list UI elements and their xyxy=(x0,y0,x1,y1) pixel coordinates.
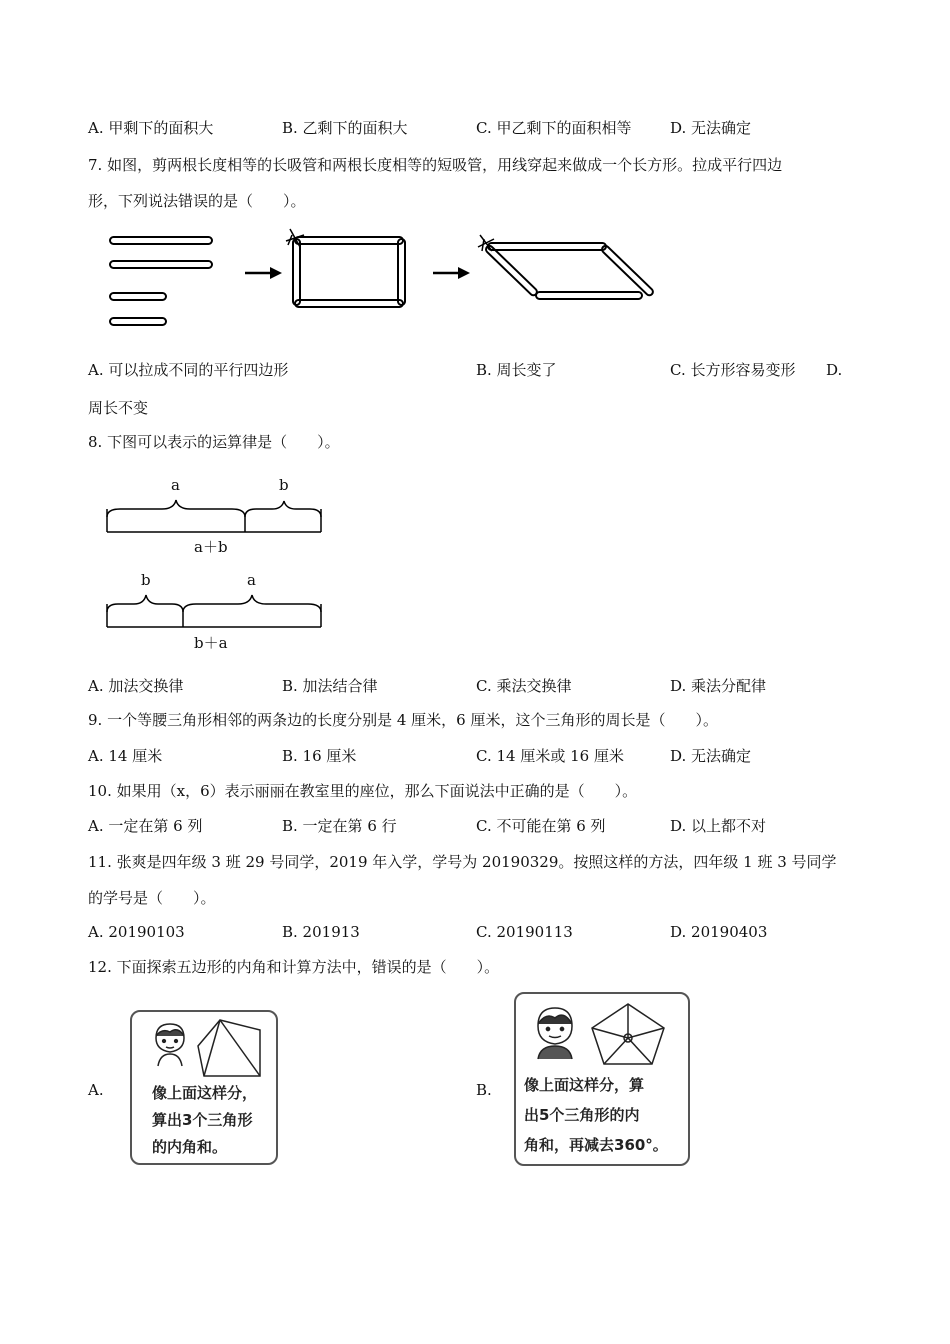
q8-brace-figure-1 xyxy=(100,495,330,540)
short-straw xyxy=(110,318,166,325)
rect-straw-bottom xyxy=(295,300,403,307)
q11-option-c: C. 20190113 xyxy=(476,923,573,941)
q9-option-b: B. 16 厘米 xyxy=(282,747,357,765)
q12-option-b-label: B. xyxy=(476,1081,492,1099)
boy-avatar-icon xyxy=(532,1004,578,1060)
brace-sum-label-1: a＋b xyxy=(194,538,228,556)
long-straw xyxy=(110,261,212,268)
q6-option-d: D. 无法确定 xyxy=(670,119,752,137)
q11-option-a: A. 20190103 xyxy=(88,923,185,941)
q12-option-a-label: A. xyxy=(88,1081,104,1099)
q8-option-c: C. 乘法交换律 xyxy=(476,677,572,695)
q12-stem: 12. 下面探索五边形的内角和计算方法中，错误的是（ ）。 xyxy=(88,958,500,976)
q8-brace-figure-2 xyxy=(100,590,330,635)
pentagon-3-triangles xyxy=(194,1018,266,1080)
para-straw-left xyxy=(485,244,539,296)
q10-option-c: C. 不可能在第 6 列 xyxy=(476,817,606,835)
q7-option-d-label: D. xyxy=(826,361,843,379)
q10-option-b: B. 一定在第 6 行 xyxy=(282,817,397,835)
q12-card-a xyxy=(130,1010,278,1165)
q11-stem-line2: 的学号是（ ）。 xyxy=(88,889,216,907)
rect-straw-top xyxy=(295,237,403,244)
q9-stem: 9. 一个等腰三角形相邻的两条边的长度分别是 4 厘米，6 厘米，这个三角形的周长是（ ）。 xyxy=(88,711,718,729)
brace-label-a: a xyxy=(171,476,180,494)
q6-option-c: C. 甲乙剩下的面积相等 xyxy=(476,119,632,137)
short-straw xyxy=(110,293,166,300)
para-straw-right xyxy=(601,244,655,296)
q6-option-a: A. 甲剩下的面积大 xyxy=(88,119,214,137)
q7-option-c: C. 长方形容易变形 xyxy=(670,361,796,379)
card-a-line1: 像上面这样分， xyxy=(152,1084,258,1102)
q7-option-b: B. 周长变了 xyxy=(476,361,557,379)
card-b-line2: 出5个三角形的内 xyxy=(524,1106,640,1124)
q10-option-a: A. 一定在第 6 列 xyxy=(88,817,203,835)
q7-straw-figure xyxy=(100,225,660,335)
brace-label-b: b xyxy=(279,476,289,494)
q6-option-b: B. 乙剩下的面积大 xyxy=(282,119,408,137)
q11-option-d: D. 20190403 xyxy=(670,923,768,941)
q7-stem-line2: 形，下列说法错误的是（ ）。 xyxy=(88,192,306,210)
q12-card-b xyxy=(514,992,690,1166)
q7-option-a: A. 可以拉成不同的平行四边形 xyxy=(88,361,289,379)
card-b-line3: 角和，再减去360°。 xyxy=(524,1136,668,1154)
q9-option-c: C. 14 厘米或 16 厘米 xyxy=(476,747,624,765)
pentagon-5-triangles xyxy=(590,1002,668,1066)
q8-option-b: B. 加法结合律 xyxy=(282,677,378,695)
brace-label-a2: a xyxy=(247,571,256,589)
q11-stem-line1: 11. 张爽是四年级 3 班 29 号同学，2019 年入学，学号为 20190329。按照这样的方法，四年级 1 班 3 号同学 xyxy=(88,853,837,871)
brace-sum-label-2: b＋a xyxy=(194,634,228,652)
q11-option-b: B. 201913 xyxy=(282,923,360,941)
q10-option-d: D. 以上都不对 xyxy=(670,817,767,835)
card-a-line3: 的内角和。 xyxy=(152,1138,228,1156)
para-straw-top xyxy=(488,243,606,250)
card-a-line2: 算出3个三角形 xyxy=(152,1111,253,1129)
q8-option-a: A. 加法交换律 xyxy=(88,677,184,695)
q9-option-d: D. 无法确定 xyxy=(670,747,752,765)
rect-straw-right xyxy=(398,239,405,305)
brace-label-b2: b xyxy=(141,571,151,589)
q8-option-d: D. 乘法分配律 xyxy=(670,677,767,695)
card-b-line1: 像上面这样分，算 xyxy=(524,1076,645,1094)
long-straw xyxy=(110,237,212,244)
q8-stem: 8. 下图可以表示的运算律是（ ）。 xyxy=(88,433,340,451)
q7-option-d-text: 周长不变 xyxy=(88,399,149,417)
boy-avatar-icon xyxy=(150,1020,190,1068)
q10-stem: 10. 如果用（x，6）表示丽丽在教室里的座位，那么下面说法中正确的是（ ）。 xyxy=(88,782,638,800)
q9-option-a: A. 14 厘米 xyxy=(88,747,163,765)
q7-stem-line1: 7. 如图，剪两根长度相等的长吸管和两根长度相等的短吸管，用线穿起来做成一个长方形。拉成平行四边 xyxy=(88,156,783,174)
rect-straw-left xyxy=(293,239,300,305)
para-straw-bottom xyxy=(536,292,642,299)
